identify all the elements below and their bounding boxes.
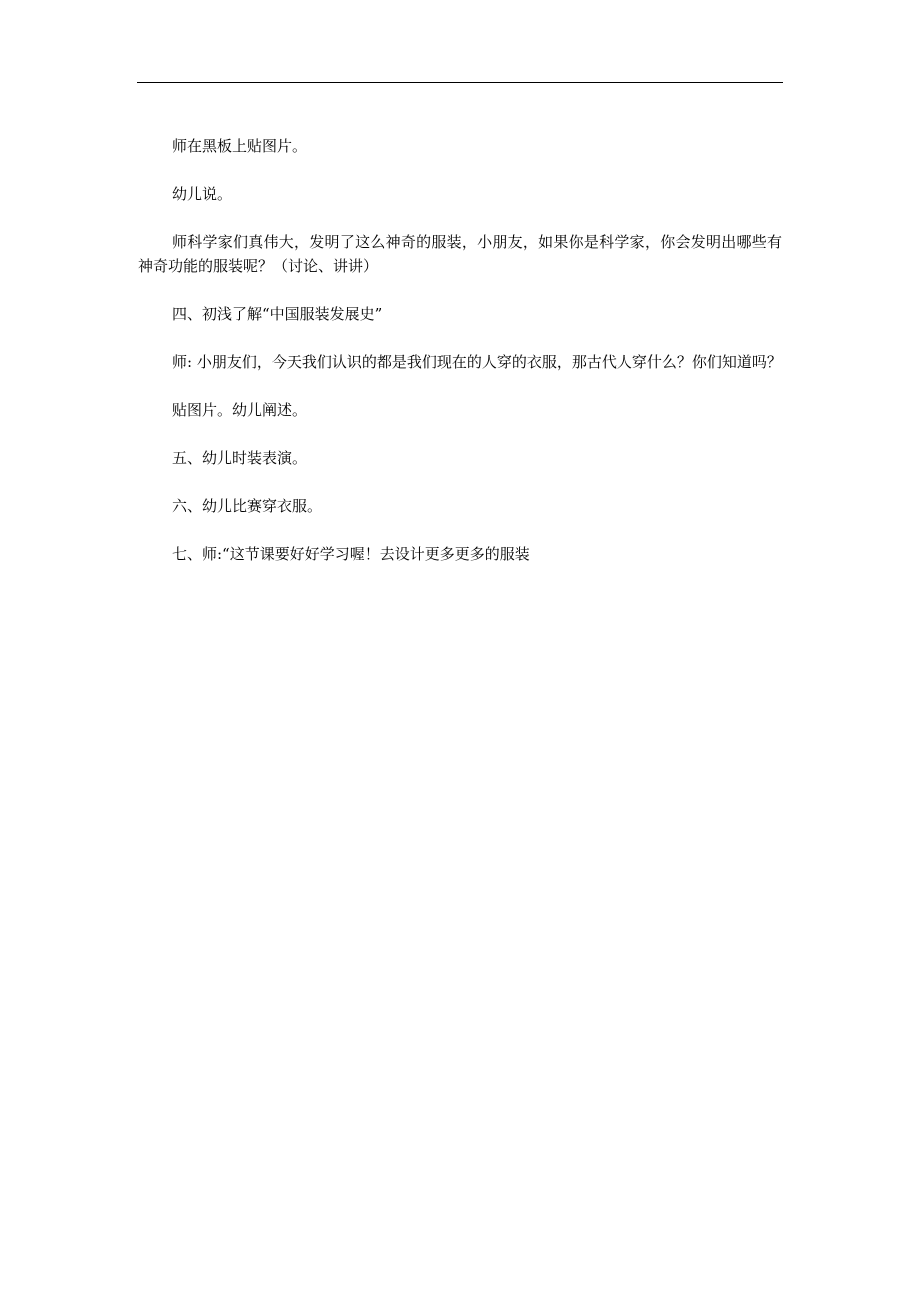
- paragraph-children-speak: 幼儿说。: [172, 185, 233, 203]
- paragraph-ancient-clothing-question: 师: 小朋友们，今天我们认识的都是我们现在的人穿的衣服，那古代人穿什么？你们知道吗？: [172, 353, 782, 371]
- document-body: [138, 134, 782, 590]
- paragraph-teacher-posts-pictures: 师在黑板上贴图片。: [172, 137, 308, 155]
- section-heading-clothing-history: 四、初浅了解“中国服装发展史”: [172, 305, 383, 323]
- paragraph-post-pictures-explain: 贴图片。幼儿阐述。: [172, 401, 308, 419]
- section-heading-closing-remark: 七、师:“这节课要好好学习喔！去设计更多更多的服装: [172, 545, 530, 563]
- header-rule: [137, 82, 783, 83]
- section-heading-fashion-show: 五、幼儿时装表演。: [172, 449, 308, 467]
- section-heading-dressing-contest: 六、幼儿比赛穿衣服。: [172, 497, 323, 515]
- paragraph-scientist-question: 师科学家们真伟大，发明了这么神奇的服装，小朋友，如果你是科学家，你会发明出哪些有神奇功能的服装呢？（讨论、讲讲）: [138, 233, 782, 275]
